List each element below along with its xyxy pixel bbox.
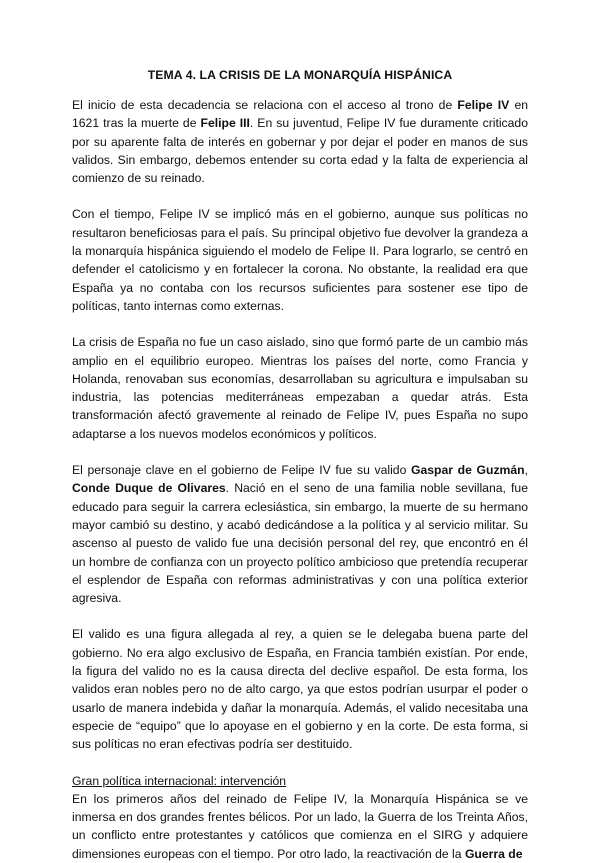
bold-conde-duque: Conde Duque de Olivares <box>72 481 226 496</box>
paragraph-international-policy <box>72 790 528 863</box>
bold-felipe-iv: Felipe IV <box>457 98 510 112</box>
paragraph-european-crisis: La crisis de España no fue un caso aislado, sino que formó parte de un cambio más amplio en el equilibrio europeo. Mientras los países del norte, como Francia y Holanda, renovaban sus economías, desarrollaban su agricultura e impulsaban su industria, las potencias mediterráneas empezaban a quedar atrás. Esta transformación afectó gravemente al reinado de Felipe IV, pues España no supo adaptarse a los nuevos modelos económicos y políticos. <box>72 335 528 441</box>
bold-gaspar-de-guzman: Gaspar de Guzmán <box>411 463 525 478</box>
paragraph-felipe-iv-policies: Con el tiempo, Felipe IV se implicó más en el gobierno, aunque sus políticas no resultaron beneficiosas para el país. Su principal objetivo fue devolver la grandeza a la monarquía hispánica siguiendo el modelo de Felipe II. Para lograrlo, se centró en defender el catolicismo y en fortalecer la corona. No obstante, la realidad era que España ya no contaba con los recursos suficientes para sostener ese tipo de políticas, tanto internas como externas. <box>72 207 528 313</box>
bold-felipe-iii: Felipe III <box>200 116 250 131</box>
paragraph-olivares <box>72 461 528 607</box>
text-run: . En su juventud, Felipe IV fue duramente criticado por su aparente falta de interés en gobernar y por dejar el poder en manos de sus validos. Sin embargo, debemos entender su corta edad y la falta de experiencia al comienzo de su reinado. <box>72 116 528 186</box>
paragraph-valido-figure: El valido es una figura allegada al rey, a quien se le delegaba buena parte del gobierno. No era algo exclusivo de España, en Francia también existían. Por ende, la figura del valido no es la causa directa del declive español. De esta forma, los validos eran nobles pero no de alto cargo, ya que estos podrían usurpar el poder o usarlo de manera indebida y dañar la monarquía. Además, el valido necesitaba una especie de “equipo” que lo apoyase en el gobierno y en la corte. De esta forma, si sus políticas no eran efectivas podría ser destituido. <box>72 627 528 752</box>
text-run: En los primeros años del reinado de Felipe IV, la Monarquía Hispánica se ve inmersa en dos grandes frentes bélicos. Por un lado, la Guerra de los Treinta Años, un conflicto entre protestantes y católicos que comienza en el SIRG y adquiere dimensiones europeas con el tiempo. Por otro lado, la reactivación de la <box>72 791 528 861</box>
document-title: TEMA 4. LA CRISIS DE LA MONARQUÍA HISPÁNICA <box>147 68 453 82</box>
text-run: El inicio de esta decadencia se relaciona con el acceso al trono de <box>72 98 458 112</box>
text-run: en 1621 tras la muerte de <box>72 98 529 131</box>
text-run: , <box>524 463 528 478</box>
bold-guerra-de: Guerra de <box>464 846 523 861</box>
text-run: . Nació en el seno de una familia noble sevillana, fue educado para seguir la carrera eclesiástica, sin embargo, la muerte de su hermano mayor cambió su destino, y acabó dedicándose a la política y al servicio militar. Su ascenso al puesto de valido fue una decisión personal del rey, que encontró en él un hombre de confianza con un proyecto político ambicioso que pretendía recuperar el esplendor de España con reformas administrativas y con una política exterior agresiva. <box>72 481 528 606</box>
paragraph-felipe-iv-accession <box>72 96 528 187</box>
text-run: El personaje clave en el gobierno de Felipe IV fue su valido <box>72 463 411 478</box>
section-heading: Gran política internacional: intervención <box>72 773 287 788</box>
